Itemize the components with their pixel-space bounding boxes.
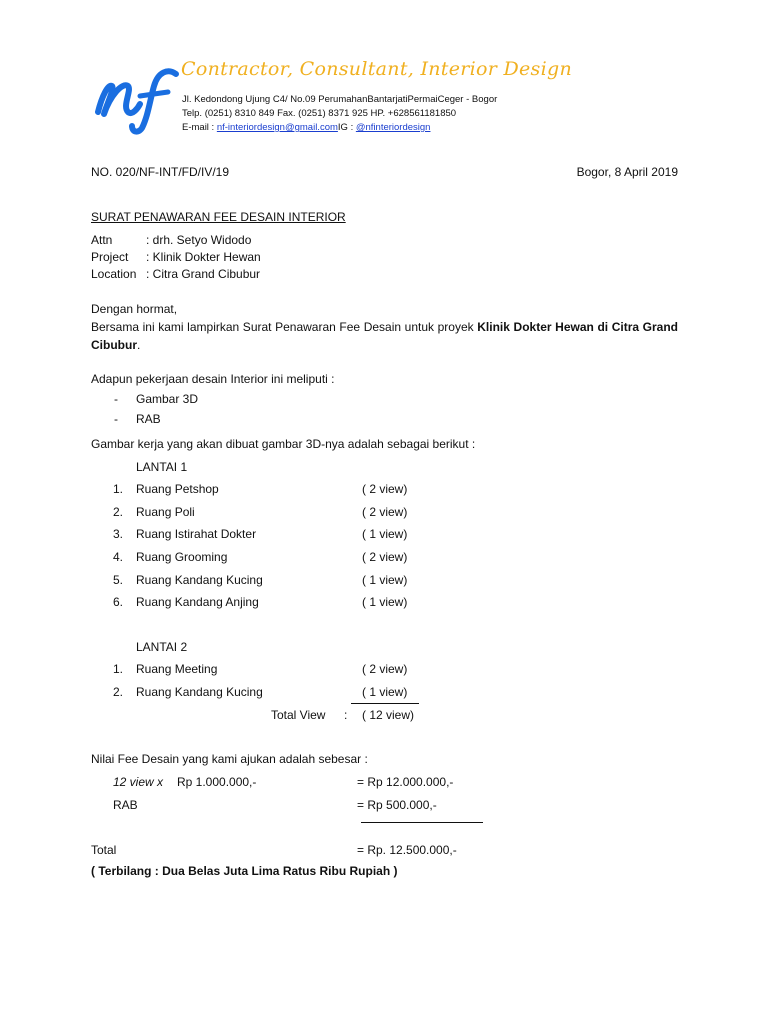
- floor-2-title: LANTAI 2: [136, 640, 188, 654]
- fee-design-amount: = Rp 12.000.000,-: [357, 775, 454, 789]
- room-views: ( 2 view): [362, 482, 408, 496]
- room-name: Ruang Meeting: [136, 662, 218, 676]
- amount-in-words: ( Terbilang : Dua Belas Juta Lima Ratus Ribu Rupiah ): [91, 864, 398, 878]
- room-name: Ruang Petshop: [136, 482, 219, 496]
- fee-intro: Nilai Fee Desain yang kami ajukan adalah sebesar :: [91, 752, 368, 766]
- room-views: ( 2 view): [362, 550, 408, 564]
- scope-bullet-2: -: [114, 412, 118, 426]
- room-name: Ruang Grooming: [136, 550, 228, 564]
- floor-1-title: LANTAI 1: [136, 460, 188, 474]
- room-views: ( 1 view): [362, 685, 408, 699]
- room-name: Ruang Kandang Kucing: [136, 573, 263, 587]
- total-view-label: Total View: [271, 708, 326, 722]
- intro-paragraph: [91, 318, 678, 354]
- room-number: 5.: [113, 573, 124, 587]
- company-contacts: [182, 122, 430, 133]
- room-number: 4.: [113, 550, 124, 564]
- location-value: : Citra Grand Cibubur: [146, 267, 261, 281]
- room-views: ( 1 view): [362, 527, 408, 541]
- scope-bullet-1: -: [114, 392, 118, 406]
- letter-number: NO. 020/NF-INT/FD/IV/19: [91, 165, 230, 179]
- intro-text: Bersama ini kami lampirkan Surat Penawaran Fee Desain untuk proyek: [91, 320, 478, 334]
- total-label: Total: [91, 843, 117, 857]
- room-number: 3.: [113, 527, 124, 541]
- company-tagline: Contractor, Consultant, Interior Design: [181, 58, 572, 80]
- email-label: E-mail :: [182, 122, 217, 133]
- room-number: 2.: [113, 505, 124, 519]
- project-label: Project: [91, 250, 129, 264]
- total-divider: [361, 822, 483, 823]
- letter-subject: SURAT PENAWARAN FEE DESAIN INTERIOR: [91, 210, 346, 224]
- room-number: 1.: [113, 482, 124, 496]
- intro-end: .: [137, 338, 141, 352]
- scope-item-1: Gambar 3D: [136, 392, 199, 406]
- total-amount: = Rp. 12.500.000,-: [357, 843, 457, 857]
- fee-unit-price: Rp 1.000.000,-: [177, 775, 257, 789]
- intro-project: Klinik Dokter Hewan di Citra Grand Cibubur: [91, 320, 679, 352]
- project-value: : Klinik Dokter Hewan: [146, 250, 261, 264]
- room-views: ( 1 view): [362, 595, 408, 609]
- email-link[interactable]: nf-interiordesign@gmail.com: [216, 122, 338, 133]
- location-label: Location: [91, 267, 137, 281]
- letter-date: Bogor, 8 April 2019: [576, 165, 678, 179]
- room-number: 1.: [113, 662, 124, 676]
- total-view-sep: :: [344, 708, 348, 722]
- attn-value: : drh. Setyo Widodo: [146, 233, 252, 247]
- scope-item-2: RAB: [136, 412, 161, 426]
- ig-label: IG :: [337, 122, 356, 133]
- fee-quantity: 12 view x: [113, 775, 164, 789]
- scope-intro: Adapun pekerjaan desain Interior ini meliputi :: [91, 372, 335, 386]
- nf-logo: [92, 62, 184, 136]
- greeting: Dengan hormat,: [91, 302, 178, 316]
- instagram-link[interactable]: @nfinteriordesign: [355, 122, 431, 133]
- attn-label: Attn: [91, 233, 113, 247]
- room-name: Ruang Istirahat Dokter: [136, 527, 257, 541]
- company-address: Jl. Kedondong Ujung C4/ No.09 PerumahanBantarjatiPermaiCeger - Bogor: [182, 94, 498, 105]
- rab-label: RAB: [113, 798, 138, 812]
- rab-amount: = Rp 500.000,-: [357, 798, 437, 812]
- views-intro: Gambar kerja yang akan dibuat gambar 3D-nya adalah sebagai berikut :: [91, 437, 476, 451]
- room-name: Ruang Poli: [136, 505, 195, 519]
- room-views: ( 1 view): [362, 573, 408, 587]
- room-number: 6.: [113, 595, 124, 609]
- room-name: Ruang Kandang Anjing: [136, 595, 259, 609]
- room-views: ( 2 view): [362, 662, 408, 676]
- total-view-value: ( 12 view): [362, 708, 415, 722]
- company-phone: Telp. (0251) 8310 849 Fax. (0251) 8371 925 HP. +628561181850: [182, 108, 457, 119]
- sum-divider: [351, 703, 419, 704]
- room-views: ( 2 view): [362, 505, 408, 519]
- room-number: 2.: [113, 685, 124, 699]
- room-name: Ruang Kandang Kucing: [136, 685, 263, 699]
